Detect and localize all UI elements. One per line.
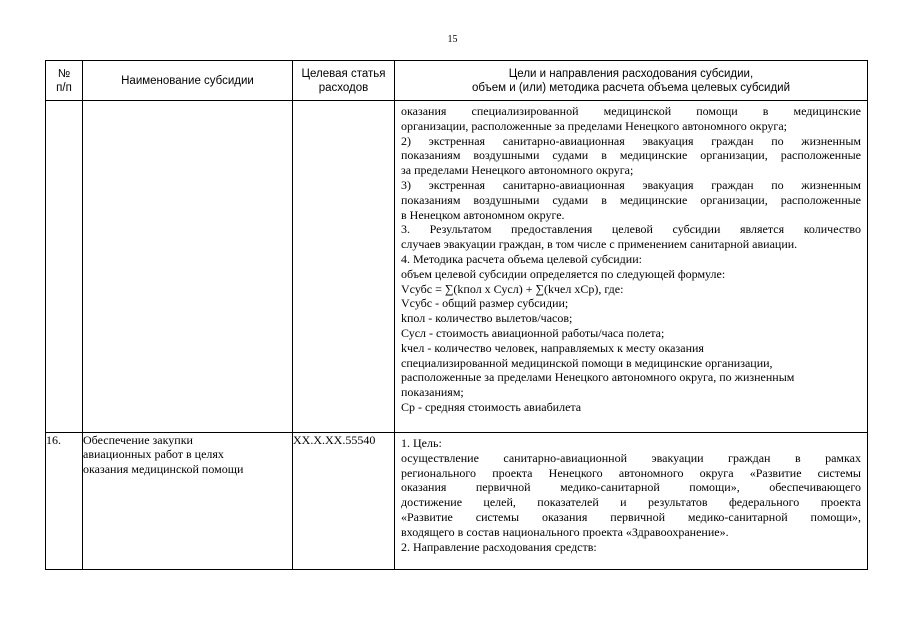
text-line: 3) экстренная санитарно-авиационная эвакуация граждан по жизненным — [401, 177, 861, 192]
header-subsidy-name: Наименование субсидии — [83, 61, 293, 101]
text-line: 4. Методика расчета объема целевой субсидии: — [401, 251, 642, 266]
row1-description — [395, 101, 868, 433]
row1-number — [46, 101, 83, 433]
table-row — [46, 433, 868, 570]
row1-name — [83, 101, 293, 433]
row2-code: ХХ.Х.ХХ.55540 — [293, 433, 395, 570]
table-row — [46, 101, 868, 433]
row2-description — [395, 433, 868, 570]
text-line: Vсубс - общий размер субсидии; — [401, 296, 569, 311]
text-line: достижение целей, показателей и результатов федерального проекта — [401, 495, 861, 510]
header-number: № п/п — [46, 61, 83, 101]
row2-number: 16. — [46, 433, 83, 570]
text-line: 2. Направление расходования средств: — [401, 539, 597, 554]
text-line: регионального проекта Ненецкого автономного округа «Развитие системы — [401, 465, 861, 480]
table-header-row — [46, 61, 868, 101]
text-line: 2) экстренная санитарно-авиационная эвакуация граждан по жизненным — [401, 133, 861, 148]
text-line: Ср - средняя стоимость авиабилета — [401, 399, 582, 414]
text-line: случаев эвакуации граждан, в том числе с применением санитарной авиации. — [401, 237, 798, 252]
text-line: kпол - количество вылетов/часов; — [401, 311, 573, 326]
text-line: «Развитие системы оказания первичной медико-санитарной помощи», — [401, 509, 861, 524]
text-line: kчел - количество человек, направляемых к месту оказания — [401, 340, 704, 355]
text-line: объем целевой субсидии определяется по следующей формуле: — [401, 266, 726, 281]
text-line: показаниям воздушными судами в медицинские организации, расположенные — [401, 192, 861, 207]
text-line: специализированной медицинской помощи в медицинские организации, — [401, 355, 773, 370]
text-line: осуществление санитарно-авиационной эвакуации граждан в рамках — [401, 450, 861, 465]
text-line: оказания первичной медико-санитарной помощи», обеспечивающего — [401, 480, 861, 495]
text-line: показаниям воздушными судами в медицинские организации, расположенные — [401, 148, 861, 163]
text-line: показаниям; — [401, 385, 464, 400]
text-line: Vсубс = ∑(kпол х Сусл) + ∑(kчел хСр), где: — [401, 281, 624, 296]
text-line: за пределами Ненецкого автономного округа; — [401, 163, 634, 178]
subsidy-table — [45, 60, 868, 570]
text-line: Сусл - стоимость авиационной работы/часа полета; — [401, 325, 665, 340]
text-line: расположенные за пределами Ненецкого автономного округа, по жизненным — [401, 370, 795, 385]
text-line: 3. Результатом предоставления целевой субсидии является количество — [401, 222, 861, 237]
text-line: организации, расположенные за пределами Ненецкого автономного округа; — [401, 118, 788, 133]
text-line: 1. Цель: — [401, 436, 442, 450]
page-number: 15 — [447, 34, 458, 45]
row2-name: Обеспечение закупки авиационных работ в целях оказания медицинской помощи — [83, 433, 293, 570]
header-goals: Цели и направления расходования субсидии, объем и (или) методика расчета объема целевых субсидий — [395, 61, 868, 101]
header-target-article: Целевая статья расходов — [293, 61, 395, 101]
text-line: оказания специализированной медицинской помощи в медицинские — [401, 104, 861, 118]
text-line: в Ненецком автономном округе. — [401, 207, 565, 222]
text-line: входящего в состав национального проекта «Здравоохранение». — [401, 524, 729, 539]
row1-code — [293, 101, 395, 433]
